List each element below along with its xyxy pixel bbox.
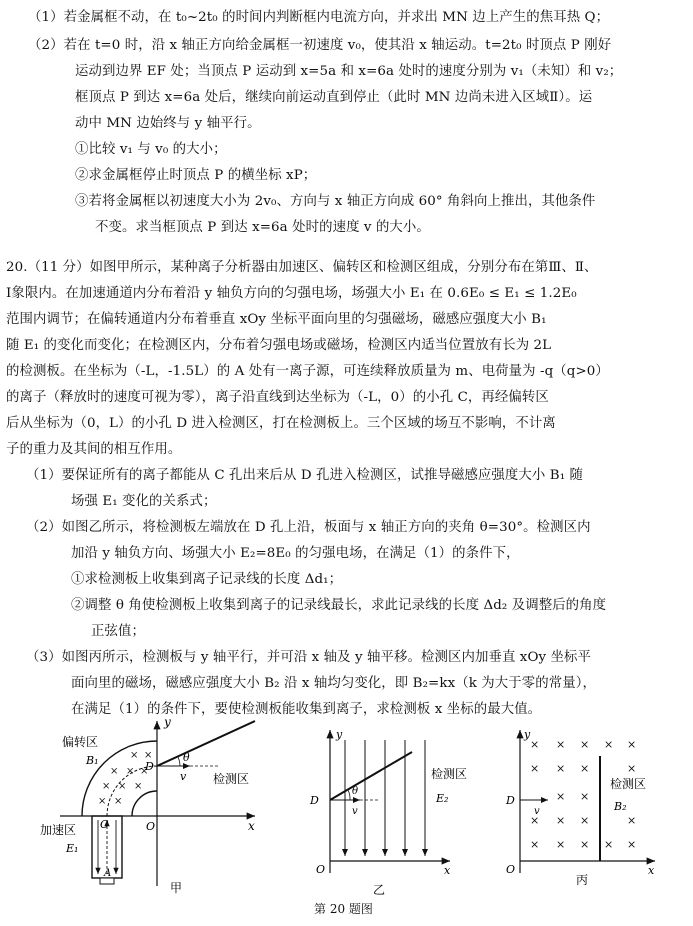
D-label: D (145, 760, 154, 773)
svg-text:×: × (530, 738, 540, 751)
svg-text:×: × (110, 766, 119, 777)
field-lines-E2 (345, 740, 425, 856)
y-axis-label: y (164, 716, 171, 729)
svg-text:×: × (118, 781, 127, 792)
q20-part1-line2: 场强 E₁ 变化的关系式； (71, 494, 217, 509)
deflect-inner-arc (132, 791, 157, 816)
O-label: O (506, 863, 516, 876)
q20-part3-line3: 在满足（1）的条件下，要使检测板能收集到离子，求检测板 x 坐标的最大值。 (71, 702, 542, 717)
svg-text:×: × (114, 796, 123, 807)
B2-label: B₂ (614, 800, 627, 813)
svg-text:×: × (530, 762, 540, 775)
q20-line5: 的检测板。在坐标为（-L，-1.5L）的 A 处有一离子源，可连续释放质量为 m、电荷量为 -q（q>0） (6, 364, 609, 379)
q20-part2-sub1: ①求检测板上收集到离子记录线的长度 Δd₁； (71, 572, 343, 587)
svg-text:×: × (98, 796, 107, 807)
q20-line1: 20.（11 分）如图甲所示，某种离子分析器由加速区、偏转区和检测区组成，分别分布在第Ⅲ、Ⅱ、 (6, 260, 598, 275)
q20-line4: 随 E₁ 的变化而变化；在检测区内，分布着匀强电场或磁场，检测区内适当位置放有长为 2L (6, 338, 552, 353)
svg-text:×: × (627, 762, 637, 775)
O-label: O (316, 863, 326, 876)
detector-plate (157, 721, 255, 766)
caption-yi: 乙 (373, 883, 386, 896)
svg-text:×: × (580, 762, 590, 775)
svg-text:×: × (580, 738, 590, 751)
svg-text:×: × (556, 790, 566, 803)
q19-sub3-line2: 不变。求当框顶点 P 到达 x=6a 处时的速度 v 的大小。 (95, 220, 430, 235)
q19-part1: （1）若金属框不动，在 t₀~2t₀ 的时间内判断框内电流方向，并求出 MN 边上产生的焦耳热 Q； (28, 10, 610, 25)
D-label: D (310, 794, 319, 807)
q19-sub2: ②求金属框停止时顶点 P 的横坐标 xP； (75, 168, 317, 183)
svg-text:×: × (556, 762, 566, 775)
accel-label: 加速区 (40, 823, 77, 837)
x-axis-label: x (648, 864, 655, 877)
D-label: D (506, 794, 515, 807)
figure-bing (500, 728, 670, 888)
svg-text:×: × (130, 750, 139, 761)
q20-part2-line1: （2）如图乙所示，将检测板左端放在 D 孔上沿，板面与 x 轴正方向的夹角 θ=30°。检测区内 (26, 520, 591, 535)
v-label: v (352, 806, 358, 817)
C-label: C (100, 818, 109, 831)
detect-label: 检测区 (213, 772, 250, 786)
svg-text:×: × (580, 814, 590, 827)
svg-text:×: × (556, 738, 566, 751)
svg-text:×: × (126, 766, 135, 777)
theta-label: θ (352, 786, 359, 797)
q19-part2-line3: 框顶点 P 到达 x=6a 处后，继续向前运动直到停止（此时 MN 边尚未进入区域Ⅱ）。运 (75, 90, 593, 105)
q20-part2-sub2: ②调整 θ 角使检测板上收集到离子的记录线最长，求此记录线的长度 Δd₂ 及调整后的角度 (71, 598, 607, 613)
q20-line6: 的离子（释放时的速度可视为零），离子沿直线到达坐标为（-L，0）的小孔 C，再经偏转区 (6, 390, 549, 405)
detect-label: 检测区 (610, 777, 647, 791)
E2-label: E₂ (436, 792, 449, 805)
field-marks-B2 (530, 738, 636, 851)
svg-text:×: × (102, 781, 111, 792)
O-label: O (146, 820, 156, 833)
svg-text:×: × (604, 838, 614, 851)
q19-part2-line2: 运动到边界 EF 处；当顶点 P 运动到 x=5a 和 x=6a 处时的速度分别为 v₁（未知）和 v₂； (75, 64, 623, 79)
svg-text:×: × (556, 838, 566, 851)
svg-text:×: × (556, 814, 566, 827)
svg-text:×: × (134, 781, 143, 792)
B1-label: B₁ (86, 754, 99, 767)
q20-part3-line2: 面向里的磁场，磁感应强度大小 B₂ 沿 x 轴均匀变化，即 B₂=kx（k 为大于零的常量）， (71, 676, 597, 691)
svg-text:×: × (604, 738, 614, 751)
svg-text:×: × (627, 738, 637, 751)
x-axis-label: x (444, 864, 451, 877)
detector-plate (330, 752, 412, 800)
v-label: v (534, 806, 540, 817)
svg-text:×: × (580, 790, 590, 803)
caption-jia: 甲 (170, 881, 183, 895)
caption-bing: 丙 (576, 873, 589, 887)
q20-part2-sub2-cont: 正弦值； (91, 624, 145, 639)
q20-line7: 后从坐标为（0，L）的小孔 D 进入检测区，打在检测板上。三个区域的场互不影响，不计离 (6, 416, 556, 431)
field-marks-B1 (98, 750, 152, 807)
svg-text:×: × (144, 750, 153, 761)
svg-text:×: × (627, 838, 637, 851)
q19-part2-line4: 动中 MN 边始终与 y 轴平行。 (75, 116, 261, 131)
q20-part1-line1: （1）要保证所有的离子都能从 C 孔出来后从 D 孔进入检测区，试推导磁感应强度大小 B₁ 随 (26, 468, 584, 483)
q19-sub3-line1: ③若将金属框以初速度大小为 2v₀、方向与 x 轴正方向成 60° 角斜向上推出，其他条件 (75, 194, 596, 209)
q20-part2-line2: 加沿 y 轴负方向、场强大小 E₂=8E₀ 的匀强电场，在满足（1）的条件下， (71, 546, 520, 561)
svg-text:×: × (140, 766, 149, 777)
svg-text:×: × (530, 838, 540, 851)
figure-caption: 第 20 题图 (314, 902, 373, 916)
y-axis-label: y (336, 728, 343, 741)
detect-label: 检测区 (431, 767, 468, 781)
x-axis-label: x (248, 819, 255, 833)
q20-part3-line1: （3）如图丙所示，检测板与 y 轴平行，并可沿 x 轴及 y 轴平移。检测区内加垂直 xOy 坐标平 (26, 650, 592, 665)
figure-jia (40, 716, 300, 896)
q20-line2: Ⅰ象限内。在加速通道内分布着沿 y 轴负方向的匀强电场，场强大小 E₁ 在 0.6E₀ ≤ E₁ ≤ 1.2E₀ (6, 286, 577, 301)
q20-line3: 范围内调节；在偏转通道内分布着垂直 xOy 坐标平面向里的匀强磁场，磁感应强度大小 B₁ (6, 312, 547, 327)
q20-line8: 子的重力及其间的相互作用。 (6, 442, 182, 457)
deflect-label: 偏转区 (62, 735, 99, 749)
y-axis-label: y (524, 728, 531, 741)
v-label: v (180, 770, 187, 783)
svg-text:×: × (530, 814, 540, 827)
theta-label: θ (183, 751, 190, 764)
q19-sub1: ①比较 v₁ 与 v₀ 的大小； (75, 142, 227, 157)
figure-yi (300, 728, 470, 896)
A-label: A (104, 868, 112, 879)
svg-text:×: × (580, 838, 590, 851)
svg-text:×: × (627, 814, 637, 827)
E1-label: E₁ (66, 842, 79, 855)
q19-part2-line1: （2）若在 t=0 时，沿 x 轴正方向给金属框一初速度 v₀，使其沿 x 轴运动。t=2t₀ 时顶点 P 刚好 (28, 38, 612, 53)
